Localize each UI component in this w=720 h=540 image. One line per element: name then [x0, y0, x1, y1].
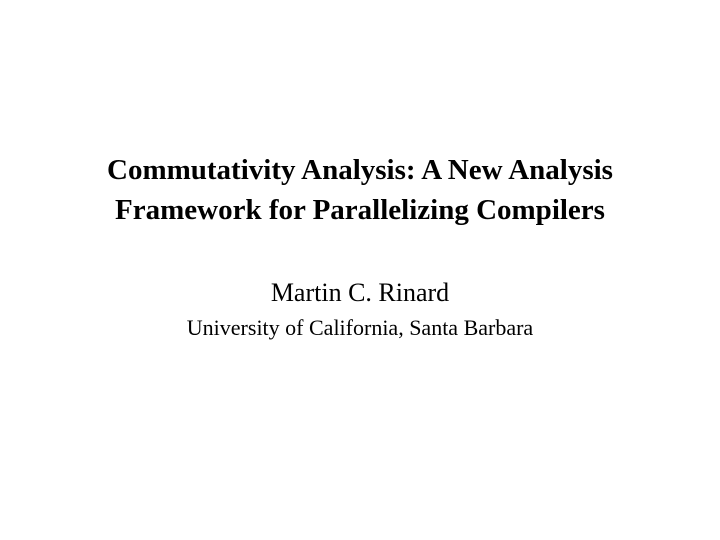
slide-title-line-1: Commutativity Analysis: A New Analysis — [107, 154, 613, 186]
author-name: Martin C. Rinard — [270, 278, 450, 307]
slide-title-line-2: Framework for Parallelizing Compilers — [115, 194, 605, 226]
author-affiliation: University of California, Santa Barbara — [186, 315, 534, 340]
slide-title — [0, 150, 720, 230]
